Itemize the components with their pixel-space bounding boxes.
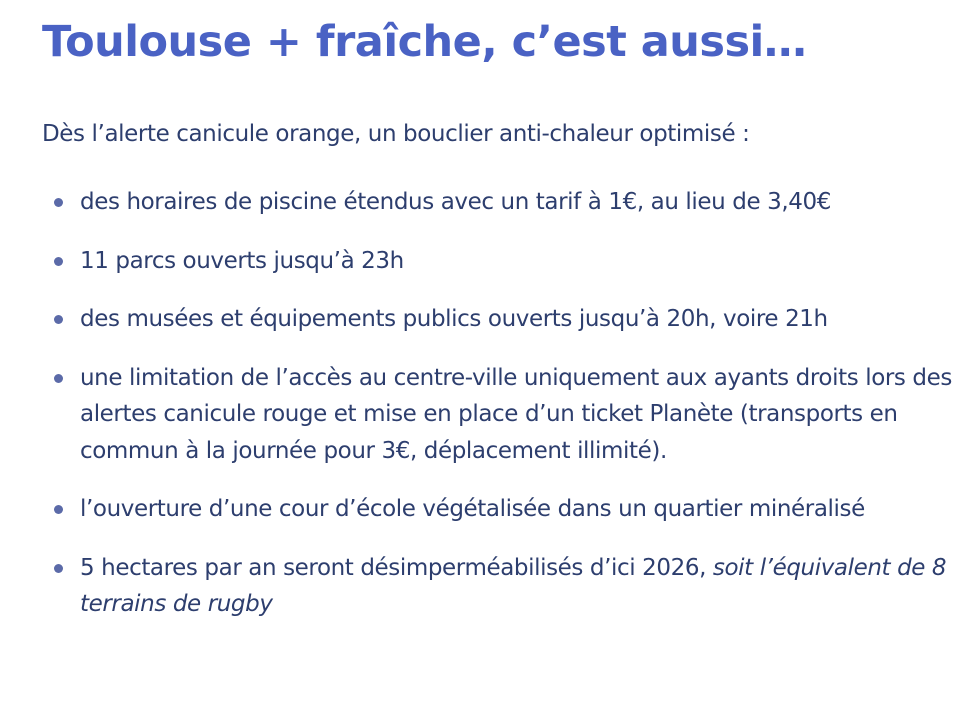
page-title: Toulouse + fraîche, c’est aussi… bbox=[42, 17, 807, 67]
bullet-icon bbox=[54, 505, 63, 514]
list-item bbox=[50, 301, 970, 338]
list-item-text-italic: soit l’équivalent de 8 terrains de rugby bbox=[80, 554, 947, 617]
bullet-icon bbox=[54, 257, 63, 266]
bullet-icon bbox=[54, 198, 63, 207]
list-item-text: l’ouverture d’une cour d’école végétalisée dans un quartier minéralisé bbox=[80, 496, 865, 522]
bullet-icon bbox=[54, 374, 63, 383]
list-item-text-regular: 5 hectares par an seront désimperméabilisés d’ici 2026, bbox=[80, 554, 713, 581]
list-item bbox=[50, 184, 970, 221]
bullet-icon bbox=[54, 564, 63, 573]
bullet-icon bbox=[54, 315, 63, 324]
list-item bbox=[50, 491, 970, 528]
list-item-text bbox=[80, 555, 946, 618]
bullet-list bbox=[50, 184, 970, 645]
intro-text: Dès l’alerte canicule orange, un bouclier anti-chaleur optimisé : bbox=[42, 121, 750, 147]
list-item-text: des horaires de piscine étendus avec un tarif à 1€, au lieu de 3,40€ bbox=[80, 189, 831, 215]
list-item bbox=[50, 550, 970, 623]
list-item-text: des musées et équipements publics ouverts jusqu’à 20h, voire 21h bbox=[80, 306, 828, 332]
list-item bbox=[50, 360, 970, 470]
list-item bbox=[50, 243, 970, 280]
list-item-text: une limitation de l’accès au centre-ville uniquement aux ayants droits lors des alertes canicule rouge et mise en place d’un ticket Planète (transports en commun à la journée pour 3€, déplacement illimité). bbox=[80, 364, 952, 464]
list-item-text: 11 parcs ouverts jusqu’à 23h bbox=[80, 247, 404, 274]
